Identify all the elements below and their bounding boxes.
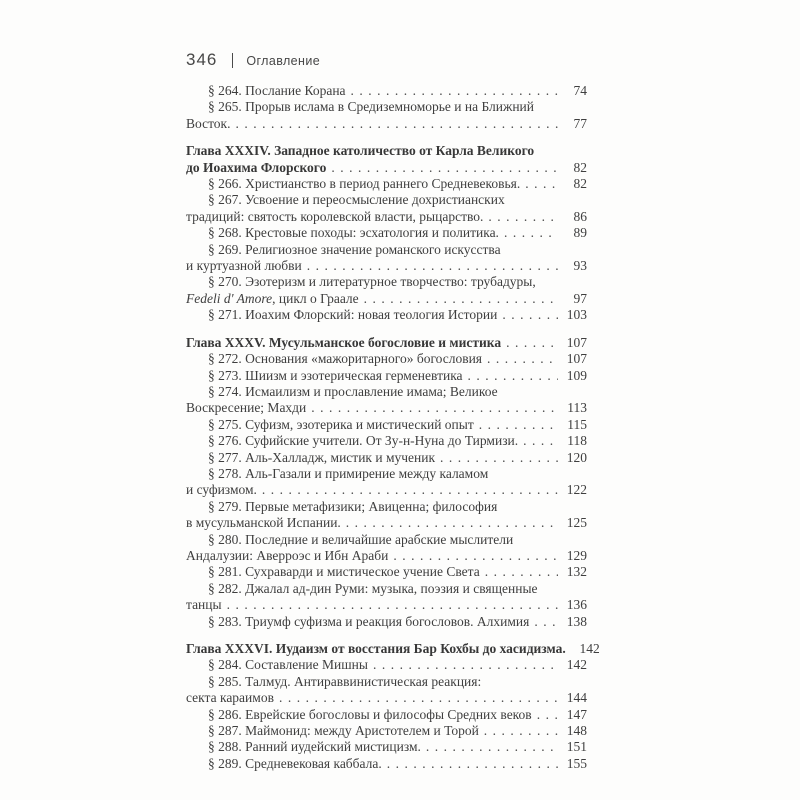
toc-entry-text: Андалузии: Аверроэс и Ибн Араби: [186, 547, 389, 563]
toc-section-entry: [186, 707, 587, 723]
toc-page-number: 122: [566, 482, 587, 498]
toc-section-entry: [186, 368, 587, 384]
toc-entry-text: § 286. Еврейские богословы и философы Средних веков: [208, 706, 532, 722]
toc-page-number: 148: [566, 723, 587, 739]
dot-leader: [485, 564, 558, 580]
dot-leader: [227, 597, 558, 613]
toc-entry-line: [186, 690, 587, 706]
toc-entry-text: Воскресение; Махди: [186, 400, 307, 416]
toc-entry-line: [186, 274, 587, 290]
dot-leader: [393, 548, 558, 564]
toc-entry-text: § 279. Первые метафизики; Авиценна; философия: [208, 498, 498, 514]
dot-leader: [279, 690, 558, 706]
toc-entry-line: [186, 242, 587, 258]
toc-page-number: 125: [566, 515, 587, 531]
toc-entry-text: до Иоахима Флорского: [186, 159, 327, 175]
toc-entry-line: [186, 564, 587, 580]
toc-section-entry: [186, 614, 587, 630]
dot-leader: [440, 450, 558, 466]
toc-section-entry: [186, 242, 587, 275]
toc-entry-text: § 276. Суфийские учители. От Зу-н-Нуна до Тирмизи.: [208, 433, 519, 449]
toc-page-number: 132: [566, 564, 587, 580]
toc-entry-text: Восток.: [186, 115, 231, 131]
toc-entry-text: Глава XXXVI. Иудаизм от восстания Бар Кохбы до хасидизма.: [186, 641, 566, 656]
toc-section-entry: [186, 351, 587, 367]
toc-section-entry: [186, 657, 587, 673]
toc-entry-text: § 265. Прорыв ислама в Средиземноморье и на Ближний: [208, 99, 534, 115]
toc-page-number: 93: [573, 258, 587, 274]
toc-page-number: 142: [566, 657, 587, 673]
toc-page-number: 74: [573, 83, 587, 98]
dot-leader: [479, 417, 558, 433]
folio-page-number: 346: [186, 50, 218, 69]
toc-page-number: 129: [566, 547, 587, 563]
dot-leader: [426, 739, 558, 755]
toc-page-number: 147: [566, 706, 587, 722]
toc-section-entry: [186, 674, 587, 707]
toc-entry-line: [186, 160, 587, 176]
page-content: [186, 50, 600, 772]
toc-entry-line: [186, 674, 587, 690]
toc-section-entry: [186, 581, 587, 614]
toc-entry-line: [186, 83, 587, 99]
toc-entry-text: § 283. Триумф суфизма и реакция богословов. Алхимия: [208, 613, 530, 629]
toc-entry-line: [186, 657, 587, 673]
toc-section-entry: [186, 225, 587, 241]
toc-page-number: 136: [566, 597, 587, 613]
toc-entry-text: в мусульманской Испании.: [186, 515, 341, 531]
toc-entry-line: [186, 723, 587, 739]
toc-entry-line: [186, 614, 587, 630]
toc-entry-line: [186, 450, 587, 466]
toc-entry-line: [186, 291, 587, 307]
toc-section-entry: [186, 499, 587, 532]
toc-section-entry: [186, 274, 587, 307]
toc-entry-text: § 267. Усвоение и переосмысление дохристианских: [208, 192, 505, 208]
toc-entry-line: [186, 143, 587, 159]
dot-leader: [504, 225, 558, 241]
toc-section-entry: [186, 417, 587, 433]
dot-leader: [502, 307, 558, 323]
toc-entry-text: § 289. Средневековая каббала.: [208, 755, 382, 771]
toc-entry-line: [186, 515, 587, 531]
dot-leader: [387, 756, 558, 772]
dot-leader: [236, 116, 559, 132]
toc-entry-text: секта караимов: [186, 690, 274, 706]
toc-entry-text: § 269. Религиозное значение романского искусства: [208, 241, 501, 257]
dot-leader: [468, 368, 558, 384]
toc-entry-line: [186, 176, 587, 192]
dot-leader: [523, 433, 558, 449]
toc-entry-line: [186, 209, 587, 225]
toc-entry-text: § 268. Крестовые походы: эсхатология и политика.: [208, 225, 499, 241]
toc-section-entry: [186, 307, 587, 323]
toc-page-number: 82: [573, 176, 587, 192]
toc-chapter-entry: [186, 641, 600, 657]
toc-entry-line: [186, 532, 587, 548]
toc-entry-line: [186, 192, 587, 208]
toc-section-entry: [186, 564, 587, 580]
toc-entry-text: § 272. Основания «мажоритарного» богословия: [208, 351, 483, 367]
toc-entry-line: [186, 225, 587, 241]
toc-entry-text: Глава XXXIV. Западное католичество от Карла Великого: [186, 143, 535, 159]
toc-section-entry: [186, 433, 587, 449]
toc-page-number: 86: [573, 208, 587, 224]
dot-leader: [311, 400, 558, 416]
toc-page-number: 120: [566, 449, 587, 465]
toc-entry-line: [186, 707, 587, 723]
toc-entry-text: § 271. Иоахим Флорский: новая теология Истории: [208, 307, 498, 323]
toc-entry-text: § 275. Суфизм, эзотерика и мистический опыт: [208, 416, 474, 432]
toc-page-number: 151: [566, 739, 587, 755]
running-head-title: Оглавление: [246, 54, 321, 68]
dot-leader: [331, 160, 558, 176]
toc-chapter-entry: [186, 335, 587, 351]
toc-entry-text: Глава XXXV. Мусульманское богословие и мистика: [186, 334, 502, 350]
toc-entry-line: [186, 433, 587, 449]
toc-entry-text: § 280. Последние и величайшие арабские мыслители: [208, 531, 514, 547]
dot-leader: [346, 515, 558, 531]
toc-entry-line: [186, 482, 587, 498]
toc-entry-text: § 287. Маймонид: между Аристотелем и Торой: [208, 723, 479, 739]
toc-entry-line: [186, 756, 587, 772]
toc-entry-line: [186, 581, 587, 597]
dot-leader: [534, 614, 558, 630]
toc-page-number: 89: [573, 225, 587, 241]
toc-entry-line: [186, 368, 587, 384]
toc-list: [186, 83, 600, 772]
toc-section-entry: [186, 384, 587, 417]
toc-page-number: 118: [567, 433, 587, 449]
toc-entry-text: и суфизмом.: [186, 482, 257, 498]
toc-page-number: 144: [566, 690, 587, 706]
toc-page-number: 138: [566, 613, 587, 629]
toc-entry-text: § 264. Послание Корана: [208, 83, 346, 98]
toc-entry-text: и куртуазной любви: [186, 258, 302, 274]
dot-leader: [351, 83, 558, 99]
toc-entry-text: § 282. Джалал ад-дин Руми: музыка, поэзия и священные: [208, 580, 538, 596]
toc-section-entry: [186, 192, 587, 225]
toc-entry-text: § 284. Составление Мишны: [208, 657, 368, 673]
toc-page-number: 97: [573, 290, 587, 306]
toc-entry-line: [186, 466, 587, 482]
toc-entry-line: [186, 400, 587, 416]
toc-section-entry: [186, 176, 587, 192]
toc-entry-text: § 273. Шиизм и эзотерическая герменевтика: [208, 367, 463, 383]
toc-entry-line: [186, 597, 587, 613]
toc-section-entry: [186, 466, 587, 499]
toc-page-number: 115: [567, 416, 587, 432]
dot-leader: [506, 335, 558, 351]
toc-entry-text: § 274. Исмаилизм и прославление имама; Великое: [208, 383, 498, 399]
toc-page-number: 103: [566, 307, 587, 323]
toc-entry-text: § 266. Христианство в период раннего Средневековья.: [208, 176, 521, 192]
toc-section-entry: [186, 83, 587, 99]
toc-section-entry: [186, 450, 587, 466]
toc-entry-text: танцы: [186, 597, 222, 613]
toc-section-entry: [186, 739, 587, 755]
dot-leader: [262, 482, 558, 498]
toc-page-number: 155: [566, 755, 587, 771]
toc-entry-line: [186, 739, 587, 755]
dot-leader: [307, 258, 558, 274]
toc-entry-line: [186, 258, 587, 274]
dot-leader: [488, 209, 558, 225]
toc-page-number: 77: [573, 115, 587, 131]
toc-entry-line: [186, 307, 587, 323]
toc-entry-text: § 285. Талмуд. Антираввинистическая реакция:: [208, 673, 482, 689]
toc-page-number: 113: [567, 400, 587, 416]
header-divider: [232, 53, 233, 68]
toc-entry-text: § 277. Аль-Халладж, мистик и мученик: [208, 449, 436, 465]
toc-page-number: 107: [566, 351, 587, 367]
dot-leader: [487, 351, 558, 367]
toc-entry-text: Fedeli d' Amore, цикл о Граале: [186, 290, 359, 306]
toc-section-entry: [186, 723, 587, 739]
toc-entry-line: [186, 116, 587, 132]
toc-page-number: 107: [566, 334, 587, 350]
toc-entry-line: [186, 335, 587, 351]
toc-page-number: 109: [566, 367, 587, 383]
toc-entry-line: [186, 499, 587, 515]
toc-entry-line: [186, 548, 587, 564]
dot-leader: [373, 657, 558, 673]
toc-section-entry: [186, 99, 587, 132]
toc-section-entry: [186, 756, 587, 772]
toc-entry-text: традиций: святость королевской власти, рыцарство.: [186, 208, 484, 224]
running-head: [186, 50, 587, 70]
toc-section-entry: [186, 532, 587, 565]
toc-page-number: 82: [573, 159, 587, 175]
toc-entry-text: § 278. Аль-Газали и примирение между каламом: [208, 465, 489, 481]
toc-entry-line: [186, 99, 587, 115]
toc-entry-text: § 281. Сухраварди и мистическое учение Света: [208, 564, 480, 580]
toc-entry-line: [186, 641, 600, 657]
dot-leader: [525, 176, 558, 192]
toc-chapter-entry: [186, 143, 587, 176]
toc-page-number: 142: [579, 641, 600, 656]
dot-leader: [364, 291, 558, 307]
dot-leader: [484, 723, 558, 739]
toc-entry-text: § 270. Эзотеризм и литературное творчество: трубадуры,: [208, 274, 536, 290]
toc-entry-line: [186, 351, 587, 367]
dot-leader: [537, 707, 558, 723]
toc-entry-line: [186, 384, 587, 400]
toc-entry-line: [186, 417, 587, 433]
toc-entry-text: § 288. Ранний иудейский мистицизм.: [208, 739, 421, 755]
